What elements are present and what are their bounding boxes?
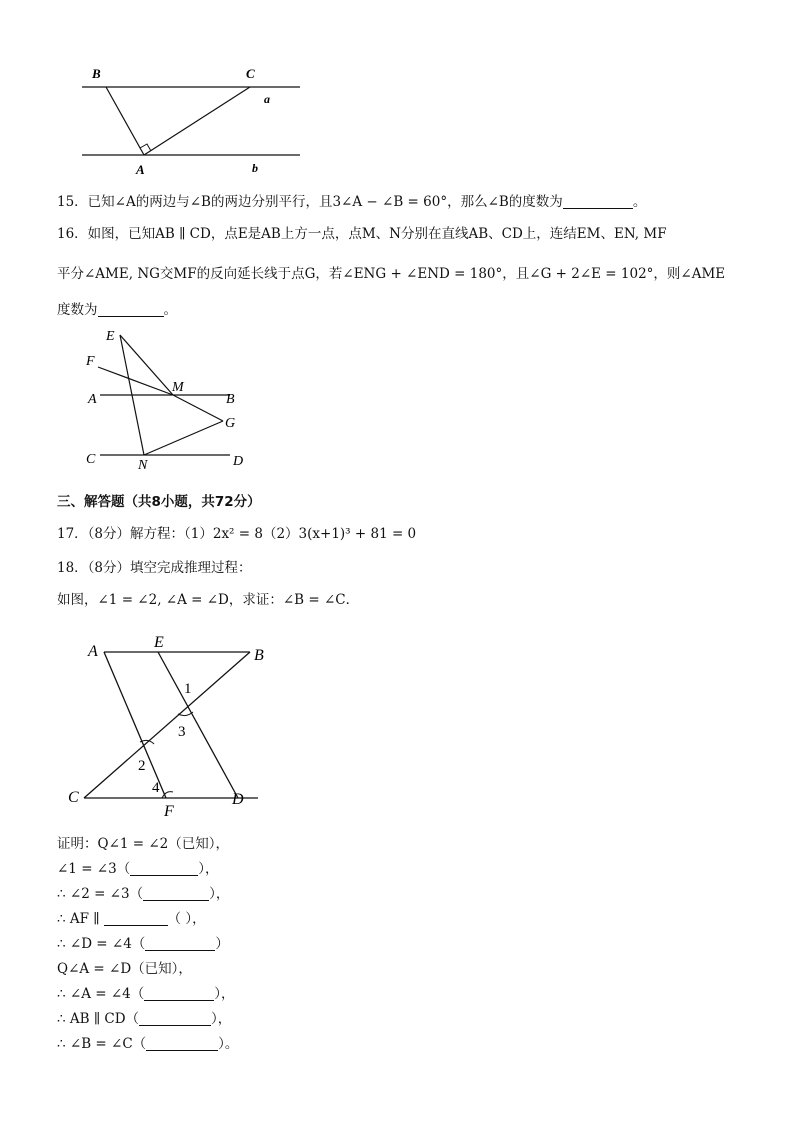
question-16-line3 [57,298,177,318]
proof-4-post: （ ）， [167,911,206,927]
proof-2-blank[interactable] [130,861,198,876]
label-b: b [252,161,258,175]
proof-line-7 [57,982,235,1002]
q15-answer-blank[interactable] [563,194,633,209]
proof-1-text: 证明：Q∠1 = ∠2（已知）， [57,836,230,852]
proof-2-post: ）， [198,861,219,877]
label-E: E [106,329,115,344]
label-M: M [172,380,184,395]
q15-end: 。 [632,194,647,210]
proof-9-blank[interactable] [146,1036,218,1051]
label-B: B [226,392,235,407]
proof-line-4 [57,907,206,927]
label-C: C [86,452,96,467]
question-18-line1: 18．（8分）填空完成推理过程： [57,560,252,576]
proof-8-pre: ∴ AB ∥ CD（ [57,1011,140,1027]
question-17: 17．（8分）解方程：（1）2x² = 8（2）3(x+1)³ + 81 = 0 [57,526,417,542]
proof-5-pre: ∴ ∠D = ∠4（ [57,936,146,952]
label-D: D [232,791,244,808]
proof-8-blank[interactable] [139,1011,211,1026]
label-A: A [88,643,98,660]
question-16-line1: 16．如图，已知AB ∥ CD，点E是AB上方一点，点M、N分别在直线AB、CD上，连结EM、EN, MF [57,226,667,242]
proof-line-8 [57,1007,231,1027]
proof-5-post: ） [215,936,229,952]
question-18-line2: 如图，∠1 = ∠2, ∠A = ∠D，求证：∠B = ∠C． [57,592,360,608]
proof-8-post: ）， [211,1011,232,1027]
proof-line-9 [57,1032,238,1052]
proof-line-2 [57,857,218,877]
label-C: C [68,789,79,806]
proof-2-pre: ∠1 = ∠3（ [57,861,131,877]
figure-q16 [80,325,260,475]
proof-9-post: ）。 [218,1036,239,1052]
figure-q14 [78,62,308,180]
label-4: 4 [152,780,160,796]
proof-4-blank[interactable] [104,911,168,926]
proof-line-1 [57,832,229,852]
label-2: 2 [138,758,146,774]
label-F: F [86,354,95,369]
proof-9-pre: ∴ ∠B = ∠C（ [57,1036,147,1052]
label-1: 1 [184,681,192,697]
proof-5-blank[interactable] [145,936,215,951]
label-A: A [136,162,145,177]
label-3: 3 [178,724,186,740]
label-N: N [138,458,148,473]
proof-line-6 [57,957,192,977]
label-D: D [233,454,244,469]
proof-7-pre: ∴ ∠A = ∠4（ [57,986,145,1002]
proof-3-blank[interactable] [143,886,209,901]
label-B: B [254,647,264,664]
label-B: B [92,66,101,81]
proof-6-text: Q∠A = ∠D（已知）， [57,961,192,977]
label-C: C [246,66,255,81]
question-16-line2: 平分∠AME, NG交MF的反向延长线于点G，若∠ENG + ∠END = 180°，且∠G + 2∠E = 102°，则∠AME [57,266,726,282]
figure-q18 [62,630,312,820]
label-E: E [154,634,164,651]
label-G: G [225,416,236,431]
proof-3-pre: ∴ ∠2 = ∠3（ [57,886,144,902]
proof-7-blank[interactable] [144,986,214,1001]
question-15 [57,190,646,210]
proof-7-post: ）， [214,986,235,1002]
section-3-title: 三、解答题（共8小题，共72分） [57,494,261,510]
q16-line3-text: 度数为 [57,302,98,318]
label-F: F [164,803,174,820]
label-A: A [88,392,97,407]
proof-line-5 [57,932,229,952]
q16-end: 。 [163,302,177,318]
proof-line-3 [57,882,229,902]
q16-answer-blank[interactable] [98,302,164,317]
q15-text: 15．已知∠A的两边与∠B的两边分别平行，且3∠A − ∠B = 60°，那么∠B的度数为 [57,194,563,210]
proof-4-pre: ∴ AF ∥ [57,911,100,927]
proof-3-post: ）， [209,886,230,902]
label-a: a [264,92,270,106]
